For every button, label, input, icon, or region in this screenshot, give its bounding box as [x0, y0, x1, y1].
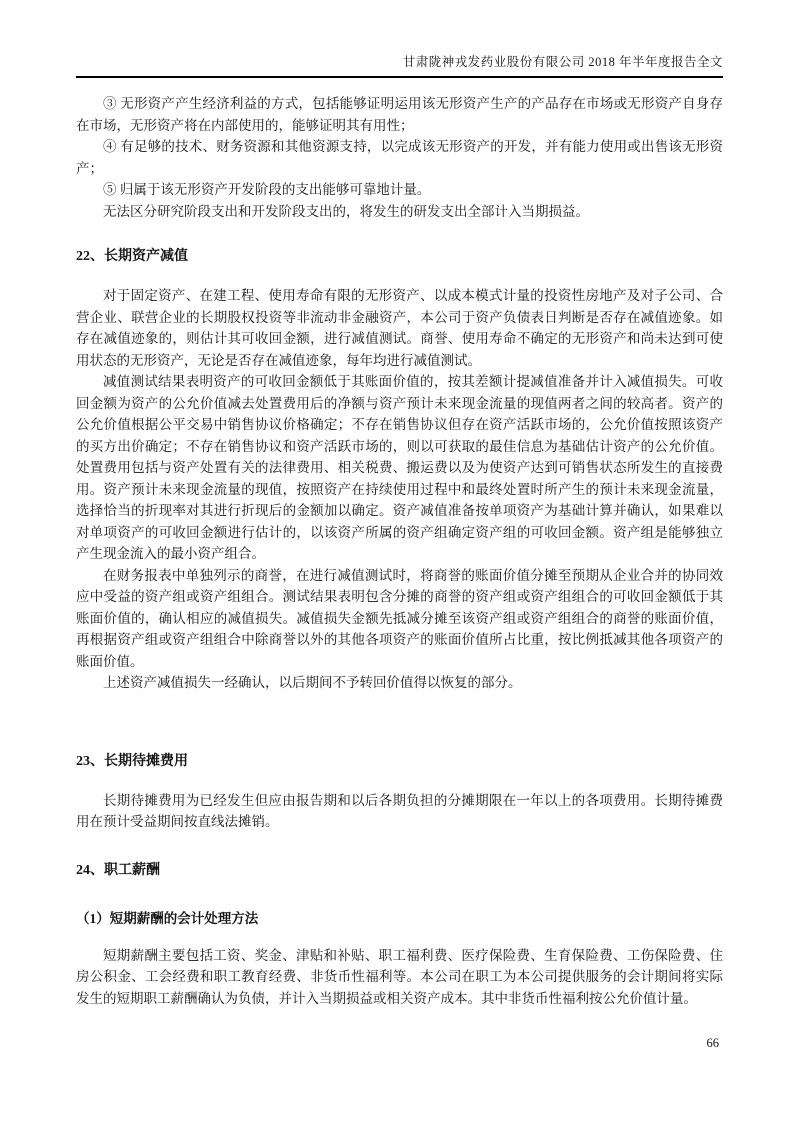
section-22-paragraph-2: 减值测试结果表明资产的可收回金额低于其账面价值的，按其差额计提减值准备并计入减值损失。可收回金额为资产的公允价值减去处置费用后的净额与资产预计未来现金流量的现值两者之间的较高者。资产的公允价值根据公平交易中销售协议价格确定；不存在销售协议但存在资产活跃市场的，公允价值按照该资产的买方出价确定；不存在销售协议和资产活跃市场的，则以可获取的最佳信息为基础估计资产的公允价值。处置费用包括与资产处置有关的法律费用、相关税费、搬运费以及为使资产达到可销售状态所发生的直接费用。资产预计未来现金流量的现值，按照资产在持续使用过程中和最终处置时所产生的预计未来现金流量，选择恰当的折现率对其进行折现后的金额加以确定。资产减值准备按单项资产为基础计算并确认，如果难以对单项资产的可收回金额进行估计的，以该资产所属的资产组确定资产组的可收回金额。资产组是能够独立产生现金流入的最小资产组合。	[76, 374, 723, 561]
section-24-subheading-short-term-compensation: （1）短期薪酬的会计处理方法	[76, 910, 259, 926]
section-heading-24-employee-compensation: 24、职工薪酬	[76, 862, 160, 878]
section-22-paragraph-4: 上述资产减值损失一经确认，以后期间不予转回价值得以恢复的部分。	[103, 675, 522, 690]
section-22-paragraph-1: 对于固定资产、在建工程、使用寿命有限的无形资产、以成本模式计量的投资性房地产及对子公司、合营企业、联营企业的长期股权投资等非流动非金融资产，本公司于资产负债表日判断是否存在减值迹象。如存在减值迹象的，则估计其可收回金额，进行减值测试。商誉、使用寿命不确定的无形资产和尚未达到可使用状态的无形资产，无论是否存在减值迹象，每年均进行减值测试。	[76, 288, 723, 368]
section-heading-23-long-term-deferred-expenses: 23、长期待摊费用	[76, 753, 188, 769]
page-header	[76, 52, 723, 78]
section-24-paragraph-1: 短期薪酬主要包括工资、奖金、津贴和补贴、职工福利费、医疗保险费、生育保险费、工伤保险费、住房公积金、工会经费和职工教育经费、非货币性福利等。本公司在职工为本公司提供服务的会计期间将实际发生的短期职工薪酬确认为负债，并计入当期损益或相关资产成本。其中非货币性福利按公允价值计量。	[76, 947, 723, 1006]
page-number: 66	[706, 1036, 719, 1050]
section-22-paragraph-3: 在财务报表中单独列示的商誉，在进行减值测试时，将商誉的账面价值分摊至预期从企业合并的协同效应中受益的资产组或资产组组合。测试结果表明包含分摊的商誉的资产组或资产组组合的可收回金额低于其账面价值的，确认相应的减值损失。减值损失金额先抵减分摊至该资产组或资产组组合的商誉的账面价值，再根据资产组或资产组组合中除商誉以外的其他各项资产的账面价值所占比重，按比例抵减其他各项资产的账面价值。	[76, 567, 723, 669]
document-body	[76, 93, 723, 1009]
section-heading-22-long-term-asset-impairment: 22、长期资产减值	[76, 249, 188, 264]
intro-paragraph-closing: 无法区分研究阶段支出和开发阶段支出的，将发生的研发支出全部计入当期损益。	[103, 203, 589, 219]
intro-paragraph-circled-3: ③ 无形资产产生经济利益的方式，包括能够证明运用该无形资产生产的产品存在市场或无形资产自身存在市场，无形资产将在内部使用的，能够证明其有用性；	[76, 96, 723, 133]
intro-paragraph-circled-5: ⑤ 归属于该无形资产开发阶段的支出能够可靠地计量。	[103, 182, 431, 197]
header-title: 甘肃陇神戎发药业股份有限公司 2018 年半年度报告全文	[402, 55, 723, 69]
intro-paragraph-circled-4: ④ 有足够的技术、财务资源和其他资源支持，以完成该无形资产的开发，并有能力使用或出售该无形资产；	[76, 139, 723, 176]
section-23-paragraph-1: 长期待摊费用为已经发生但应由报告期和以后各期负担的分摊期限在一年以上的各项费用。长期待摊费用在预计受益期间按直线法摊销。	[76, 792, 723, 829]
